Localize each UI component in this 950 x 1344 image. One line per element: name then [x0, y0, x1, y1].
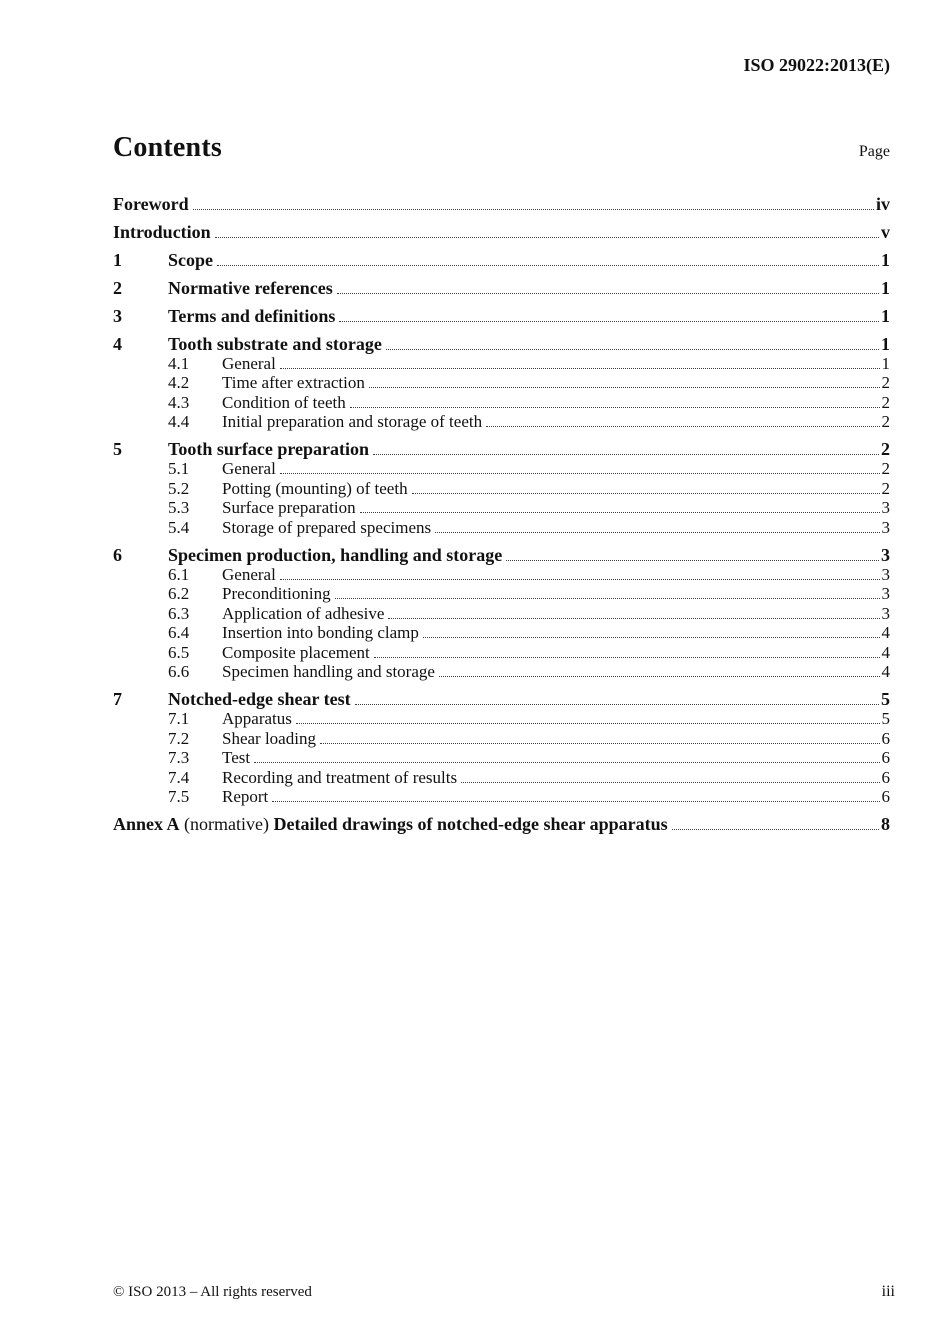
dotted-leader [439, 676, 880, 677]
toc-entry-title: Introduction [113, 221, 211, 242]
toc-entry-title: Specimen production, handling and storage [168, 544, 503, 565]
toc-entry[interactable] [113, 498, 890, 517]
dotted-leader [388, 618, 879, 619]
toc-entry-page: 4 [881, 661, 890, 681]
toc-entry-number: 2 [113, 277, 122, 298]
toc-entry-page: 4 [881, 642, 890, 662]
toc-entry-page: iv [875, 193, 890, 214]
toc-entry[interactable] [113, 643, 890, 662]
toc-entry-number: 5 [113, 439, 122, 460]
dotted-leader [280, 473, 880, 474]
toc-entry[interactable] [113, 565, 890, 584]
toc-entry[interactable] [113, 479, 890, 498]
toc-entry-page: 3 [881, 544, 890, 565]
toc-entry-title: Preconditioning [222, 584, 331, 604]
toc-entry-number: 5.4 [168, 517, 190, 537]
dotted-leader [335, 598, 880, 599]
document-header [113, 55, 890, 76]
dotted-leader [217, 265, 879, 266]
toc-entry-page: 6 [881, 767, 890, 787]
dotted-leader [296, 723, 880, 724]
toc-entry[interactable] [113, 195, 890, 214]
toc-entry[interactable] [113, 546, 890, 565]
toc-entry-page: 3 [881, 584, 890, 604]
toc-entry-page: 8 [881, 813, 890, 834]
toc-entry-number: 7.4 [168, 767, 190, 787]
toc-entry[interactable] [113, 709, 890, 728]
toc-entry-page: 6 [881, 728, 890, 748]
toc-entry-number: 5.3 [168, 498, 190, 518]
toc-entry-title: General [222, 565, 276, 584]
toc-entry[interactable] [113, 412, 890, 431]
toc-entry-number: 6.1 [168, 565, 190, 584]
toc-entry[interactable] [113, 373, 890, 392]
toc-entry-page: 2 [881, 392, 890, 412]
toc-entry[interactable] [113, 335, 890, 354]
dotted-leader [215, 237, 879, 238]
toc-entry-title: Surface preparation [222, 498, 356, 518]
toc-entry-page: 3 [881, 517, 890, 537]
toc-entry-number: 6.2 [168, 584, 190, 604]
toc-entry-number: 4.2 [168, 373, 190, 393]
dotted-leader [386, 349, 879, 350]
toc-entry[interactable] [113, 729, 890, 748]
contents-header [113, 131, 890, 165]
toc-entry-title: Shear loading [222, 728, 316, 748]
toc-entry[interactable] [113, 223, 890, 242]
toc-entry[interactable] [113, 768, 890, 787]
toc-entry[interactable] [113, 690, 890, 709]
toc-entry-title: Tooth surface preparation [168, 439, 370, 460]
dotted-leader [412, 493, 880, 494]
dotted-leader [672, 829, 879, 830]
toc-entry[interactable] [113, 393, 890, 412]
toc-entry-number: 7.3 [168, 748, 190, 768]
toc-entry-page: 1 [881, 333, 890, 354]
dotted-leader [193, 209, 874, 210]
toc-entry-title: General [222, 353, 276, 373]
toc-entry-page: 2 [881, 439, 890, 460]
toc-entry-page: 3 [881, 498, 890, 518]
toc-entry-number: 1 [113, 249, 122, 270]
toc-entry-title: Tooth substrate and storage [168, 333, 382, 354]
toc-entry-page: 2 [881, 478, 890, 498]
dotted-leader [373, 454, 879, 455]
toc-entry-page: 2 [881, 373, 890, 393]
toc-entry-page: 1 [881, 249, 890, 270]
toc-entry-page: 6 [881, 786, 890, 806]
toc-entry-page: 1 [881, 277, 890, 298]
toc-entry-page: v [881, 221, 890, 242]
toc-entry-title: Terms and definitions [168, 305, 336, 326]
table-of-contents [113, 186, 890, 834]
toc-entry-title: Test [222, 748, 251, 768]
toc-entry-page: 2 [881, 412, 890, 432]
dotted-leader [506, 560, 879, 561]
toc-entry-number: 7.5 [168, 786, 190, 806]
document-reference: ISO 29022:2013(E) [743, 55, 890, 75]
dotted-leader [337, 293, 879, 294]
toc-entry-page: 2 [881, 459, 890, 479]
toc-entry-number: 4.1 [168, 353, 190, 373]
toc-entry-page: 1 [881, 353, 890, 373]
dotted-leader [355, 704, 879, 705]
toc-entry[interactable] [113, 354, 890, 373]
toc-entry-page: 1 [881, 305, 890, 326]
toc-entry-title: Notched-edge shear test [168, 688, 351, 709]
toc-entry-title: Insertion into bonding clamp [222, 623, 419, 643]
dotted-leader [272, 801, 879, 802]
toc-entry-number: 3 [113, 305, 122, 326]
toc-entry-number: 6 [113, 544, 122, 565]
toc-entry[interactable] [113, 584, 890, 603]
toc-entry-number: 6.4 [168, 623, 190, 643]
toc-entry-title: Composite placement [222, 642, 370, 662]
toc-entry-title: Scope [168, 249, 213, 270]
toc-entry-title: Annex A (normative) Detailed drawings of notched-edge shear apparatus [113, 813, 668, 834]
toc-entry[interactable] [113, 748, 890, 767]
toc-entry-title: Storage of prepared specimens [222, 517, 432, 537]
toc-entry-page: 3 [881, 565, 890, 584]
folio-page-number: iii [881, 1283, 895, 1300]
dotted-leader [486, 426, 879, 427]
toc-entry-title: Report [222, 786, 269, 806]
toc-entry-annex[interactable] [113, 815, 890, 834]
toc-entry-number: 5.1 [168, 459, 190, 479]
page-title: Contents [113, 132, 222, 163]
toc-entry-number: 5.2 [168, 478, 190, 498]
toc-entry-title: Normative references [168, 277, 333, 298]
toc-entry-number: 7.1 [168, 709, 190, 729]
toc-entry[interactable] [113, 604, 890, 623]
toc-entry-title: Application of adhesive [222, 603, 385, 623]
toc-entry-title: Specimen handling and storage [222, 661, 435, 681]
document-footer [113, 1283, 895, 1301]
toc-entry-page: 6 [881, 748, 890, 768]
toc-entry-title: Recording and treatment of results [222, 767, 458, 787]
toc-entry-page: 5 [881, 688, 890, 709]
toc-entry-title: Apparatus [222, 709, 292, 729]
copyright-notice: © ISO 2013 – All rights reserved [113, 1284, 312, 1300]
toc-entry-page: 5 [881, 709, 890, 729]
toc-entry-number: 7 [113, 688, 122, 709]
toc-entry[interactable] [113, 662, 890, 681]
toc-entry-number: 4.4 [168, 412, 190, 432]
toc-entry[interactable] [113, 440, 890, 459]
toc-entry-title: Time after extraction [222, 373, 365, 393]
dotted-leader [435, 532, 879, 533]
toc-entry[interactable] [113, 623, 890, 642]
toc-entry-page: 4 [881, 623, 890, 643]
toc-entry[interactable] [113, 459, 890, 478]
dotted-leader [461, 782, 879, 783]
toc-entry-title: Potting (mounting) of teeth [222, 478, 408, 498]
toc-entry-number: 4 [113, 333, 122, 354]
toc-entry-number: 6.3 [168, 603, 190, 623]
toc-entry-title: Initial preparation and storage of teeth [222, 412, 483, 432]
toc-entry-number: 7.2 [168, 728, 190, 748]
dotted-leader [280, 368, 880, 369]
dotted-leader [374, 657, 880, 658]
toc-entry-title: Foreword [113, 193, 189, 214]
dotted-leader [350, 407, 880, 408]
toc-entry-title: General [222, 459, 276, 479]
toc-entry-number: 6.6 [168, 661, 190, 681]
toc-entry[interactable] [113, 251, 890, 270]
toc-entry-title: Condition of teeth [222, 392, 346, 412]
toc-entry[interactable] [113, 307, 890, 326]
dotted-leader [423, 637, 880, 638]
toc-entry[interactable] [113, 787, 890, 806]
dotted-leader [254, 762, 879, 763]
dotted-leader [280, 579, 880, 580]
dotted-leader [360, 512, 880, 513]
toc-entry[interactable] [113, 279, 890, 298]
dotted-leader [369, 387, 880, 388]
toc-entry-number: 6.5 [168, 642, 190, 662]
dotted-leader [320, 743, 880, 744]
toc-entry[interactable] [113, 518, 890, 537]
dotted-leader [339, 321, 879, 322]
page-column-label: Page [858, 143, 890, 160]
toc-entry-number: 4.3 [168, 392, 190, 412]
toc-entry-page: 3 [881, 603, 890, 623]
